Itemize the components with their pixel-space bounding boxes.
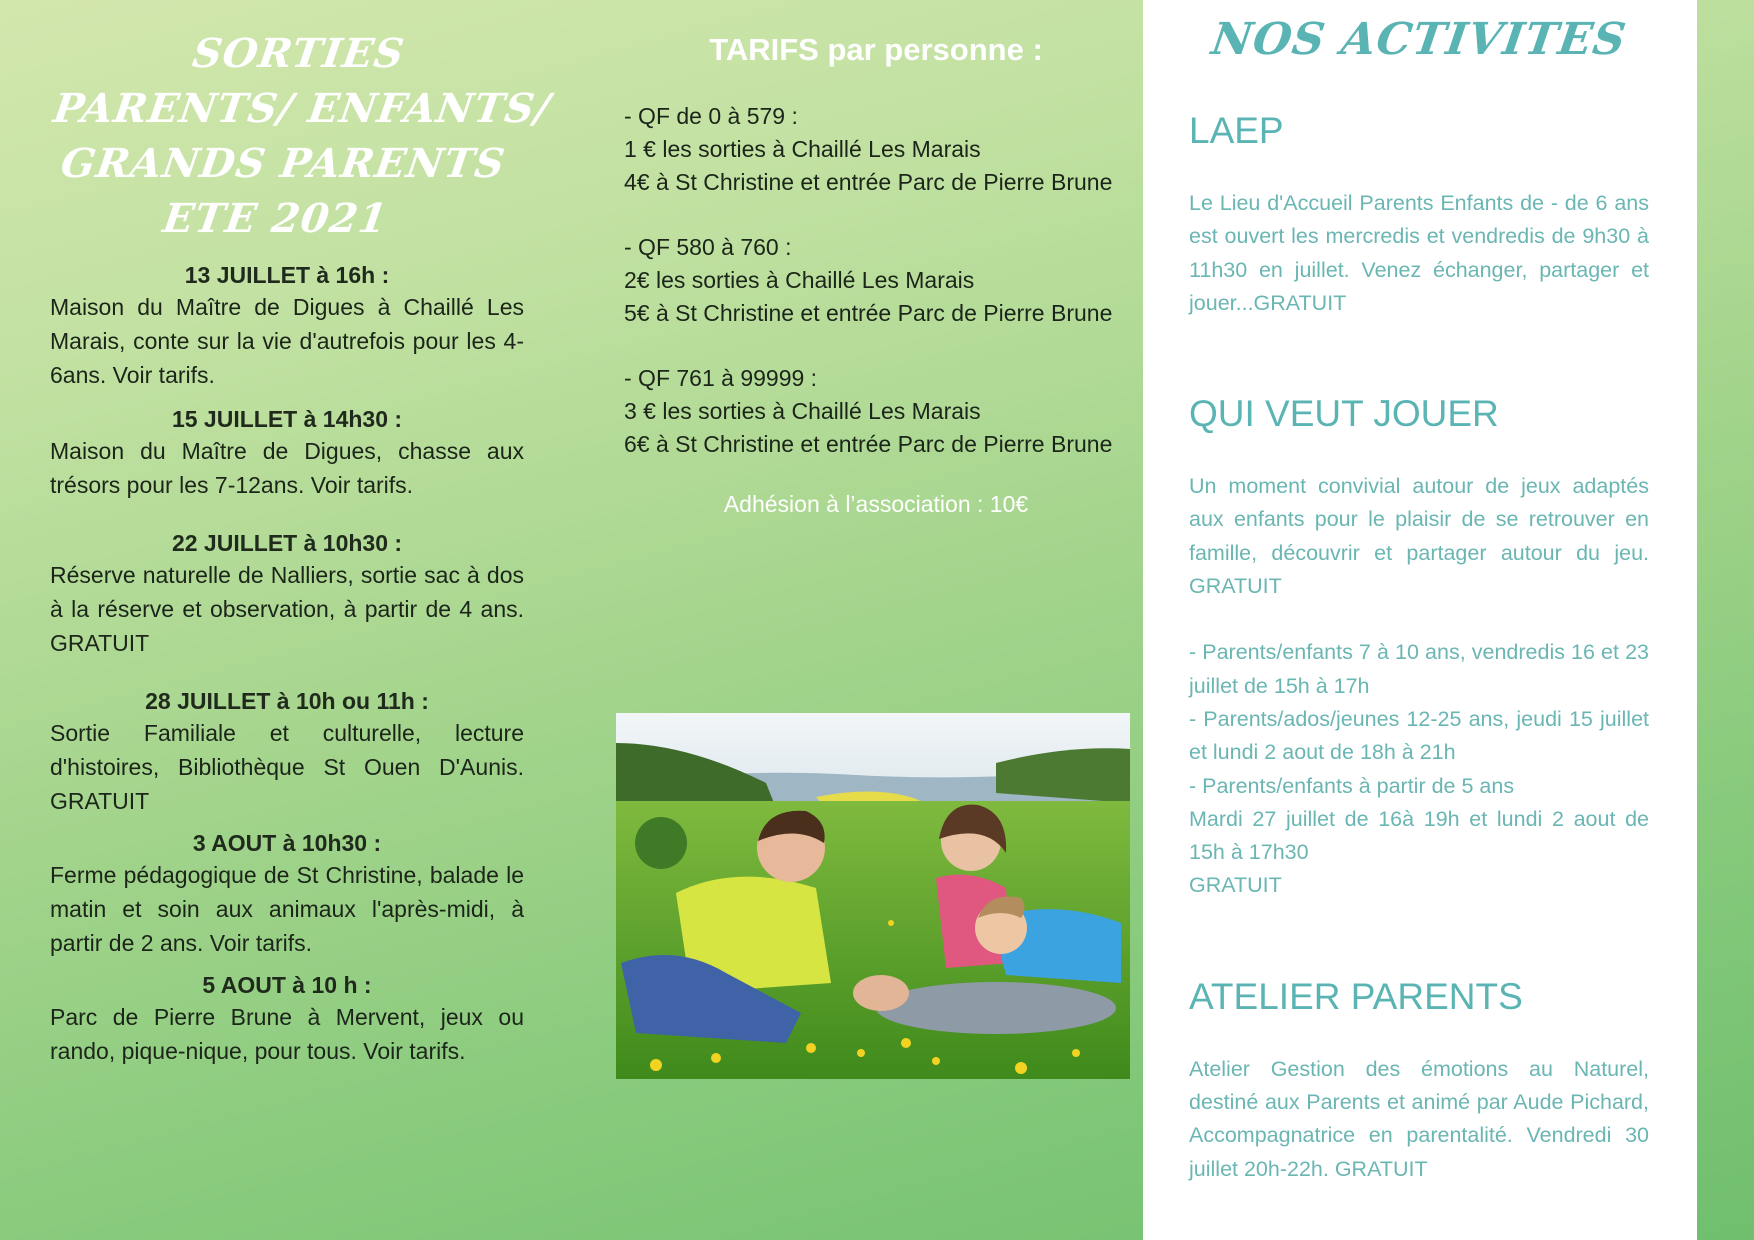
tier-price-christine: 4€ à St Christine et entrée Parc de Pierre Brune	[624, 169, 1113, 195]
sorties-column	[50, 0, 554, 1068]
activities-content	[1189, 0, 1649, 1186]
tier-price-chaille: 3 € les sorties à Chaillé Les Marais	[624, 398, 981, 424]
event-date: 5 AOUT à 10 h :	[202, 972, 372, 998]
father-head	[853, 975, 909, 1011]
tarifs-column	[624, 0, 1128, 518]
event-description: Sortie Familiale et culturelle, lecture d'histoires, Bibliothèque St Ouen D'Aunis. GRATUIT	[50, 720, 524, 814]
activities-title: NOS ACTIVITES	[1208, 14, 1630, 65]
activity-line: - Parents/enfants 7 à 10 ans, vendredis 16 et 23 juillet de 15h à 17h	[1189, 640, 1649, 698]
tarifs-title: TARIFS par personne :	[709, 32, 1043, 67]
tree	[635, 817, 687, 869]
tarif-tier	[624, 100, 1128, 199]
title-line: ETE 2021	[160, 195, 391, 242]
family-photo	[616, 713, 1130, 1079]
activity-spacer	[1189, 603, 1649, 636]
title-line: GRANDS PARENTS	[58, 140, 509, 187]
event-description: Parc de Pierre Brune à Mervent, jeux ou rando, pique-nique, pour tous. Voir tarifs.	[50, 1004, 524, 1064]
activity-title: ATELIER PARENTS	[1189, 975, 1523, 1017]
tarif-tier	[624, 362, 1128, 461]
tier-range: - QF de 0 à 579 :	[624, 103, 798, 129]
tier-range: - QF 761 à 99999 :	[624, 365, 818, 391]
activities-panel	[1143, 0, 1697, 1240]
activity-title: LAEP	[1189, 110, 1284, 151]
event-item	[50, 260, 524, 392]
event-date: 22 JUILLET à 10h30 :	[171, 530, 403, 556]
event-item	[50, 828, 524, 960]
activity-description: Atelier Gestion des émotions au Naturel, destiné aux Parents et animé par Aude Pichard, Accompagnatrice en parentalité. Vendredi 30 juillet 20h-22h. GRATUIT	[1189, 1056, 1649, 1181]
activity-atelier-parents	[1189, 973, 1649, 1186]
activity-description	[1189, 470, 1649, 903]
title-line: SORTIES	[189, 30, 408, 77]
event-date: 28 JUILLET à 10h ou 11h :	[145, 688, 429, 714]
activity-line: - Parents/enfants à partir de 5 ans	[1189, 773, 1515, 798]
tarif-tier	[624, 231, 1128, 330]
activity-line: Mardi 27 juillet de 16à 19h et lundi 2 aout de 15h à 17h30	[1189, 806, 1649, 865]
family-photo-image	[616, 713, 1130, 1079]
event-item	[50, 404, 524, 502]
tier-price-chaille: 1 € les sorties à Chaillé Les Marais	[624, 136, 981, 162]
tier-price-chaille: 2€ les sorties à Chaillé Les Marais	[624, 267, 975, 293]
activity-line: Un moment convivial autour de jeux adaptés aux enfants pour le plaisir de se retrouver en famille, découvrir et partager autour du jeu. GRATUIT	[1189, 474, 1649, 599]
activity-description: Le Lieu d'Accueil Parents Enfants de - de 6 ans est ouvert les mercredis et vendredis de 9h30 à 11h30 en juillet. Venez échanger, partager et jouer...GRATUIT	[1189, 191, 1649, 315]
tier-price-christine: 6€ à St Christine et entrée Parc de Pierre Brune	[624, 431, 1113, 457]
event-item	[50, 686, 524, 818]
event-item	[50, 970, 524, 1068]
activity-title: QUI VEUT JOUER	[1189, 393, 1499, 435]
father-body	[876, 982, 1116, 1034]
event-description: Maison du Maître de Digues à Chaillé Les Marais, conte sur la vie d'autrefois pour les 4-6ans. Voir tarifs.	[50, 294, 524, 388]
event-description: Maison du Maître de Digues, chasse aux trésors pour les 7-12ans. Voir tarifs.	[50, 438, 524, 498]
adhesion-fee: Adhésion à l’association : 10€	[723, 491, 1029, 517]
event-item	[50, 528, 524, 660]
event-date: 15 JUILLET à 14h30 :	[171, 406, 403, 432]
activity-line: - Parents/ados/jeunes 12-25 ans, jeudi 15 juillet et lundi 2 aout de 18h à 21h	[1189, 706, 1649, 765]
activity-qui-veut-jouer	[1189, 390, 1649, 903]
event-description: Réserve naturelle de Nalliers, sortie sac à dos à la réserve et observation, à partir de 4 ans. GRATUIT	[50, 562, 524, 656]
sorties-title	[35, 26, 554, 246]
title-line: PARENTS/ ENFANTS/	[50, 85, 554, 132]
activity-line: GRATUIT	[1189, 873, 1282, 898]
event-date: 13 JUILLET à 16h :	[184, 262, 390, 288]
event-description: Ferme pédagogique de St Christine, balade le matin et soin aux animaux l'après-midi, à partir de 2 ans. Voir tarifs.	[50, 862, 524, 956]
tier-range: - QF 580 à 760 :	[624, 234, 792, 260]
event-date: 3 AOUT à 10h30 :	[192, 830, 382, 856]
activity-laep	[1189, 107, 1649, 320]
tier-price-christine: 5€ à St Christine et entrée Parc de Pierre Brune	[624, 300, 1113, 326]
